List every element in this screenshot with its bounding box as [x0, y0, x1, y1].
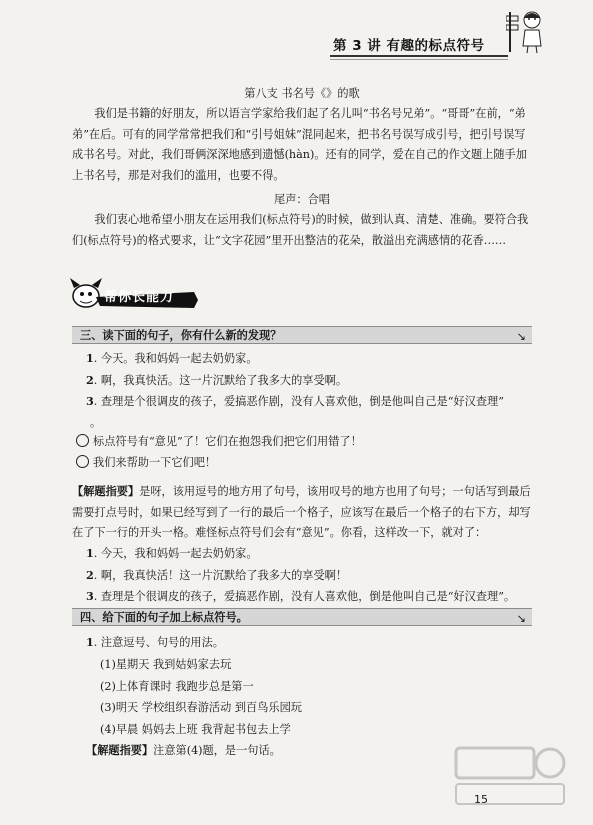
list-item: (4)早晨 妈妈去上班 我背起书包去上学: [100, 722, 291, 736]
part8-paragraph: 我们是书籍的好朋友，所以语言学家给我们起了名儿叫“书名号兄弟”。“哥哥”在前，“弟弟”在后。可有的同学常常把我们和“引号姐妹”混同起来，把书名号误写成引号，把引号误写成书名号。对此，我们哥俩深深地感到遗憾(hàn)。还有的同学，爱在自己的作文题上随手加上书名号，那是对我们的滥用，也要不得。: [72, 107, 527, 182]
list-item: (2)上体育课时 我跑步总是第一: [100, 679, 254, 693]
part8-title: 第八支 书名号《》的歌: [244, 87, 360, 100]
section3-corrected: [86, 543, 532, 608]
header-rule: [330, 55, 508, 57]
part8-body: [72, 104, 532, 186]
smiley-face-icon: [76, 434, 89, 447]
section4-items: [100, 654, 532, 740]
arrow-down-right-icon: ↘: [516, 612, 526, 625]
speech-bubbles: [76, 432, 532, 473]
list-item: 2. 啊，我真快活。这一片沉默给了我多大的享受啊。: [86, 372, 348, 387]
section4-title: 四、给下面的句子加上标点符号。: [80, 611, 248, 624]
section3-tip: [72, 481, 532, 544]
list-item: 2. 啊，我真快活！这一片沉默给了我多大的享受啊！: [86, 567, 348, 582]
signpost-mascot-icon: [506, 8, 546, 54]
list-item: 3. 查理是个很调皮的孩子，爱搞恶作剧，没有人喜欢他，倒是他叫自己是“好汉查理”。: [86, 589, 516, 603]
list-item: 1. 今天，我和妈妈一起去奶奶家。: [86, 546, 258, 560]
arrow-down-right-icon: ↘: [516, 330, 526, 343]
help-banner-label: 帮你长能力: [104, 290, 175, 305]
section3-title-bar: [72, 326, 532, 344]
header-rule-thin: [330, 59, 508, 60]
tip-paragraph: 【解题指要】注意第(4)题，是一句话。: [86, 743, 281, 757]
smiley-face-icon: [76, 455, 89, 468]
list-item: (1)星期天 我到姑妈家去玩: [100, 658, 232, 671]
list-item: 3. 查理是个很调皮的孩子，爱搞恶作剧，没有人喜欢他，倒是他叫自己是“好汉查理”: [86, 394, 504, 408]
section4-intro: [86, 632, 532, 654]
tip-paragraph: 【解题指要】是呀，该用逗号的地方用了句号，该用叹号的地方也用了句号；一句话写到最后需要打点号时，如果已经写到了一行的最后一个格子，应该写在最后一个格子的右下方，却写在了下一行的开头一格。难怪标点符号们会有“意见”。你看，这样改一下，就对了：: [72, 484, 531, 539]
list-item: 。: [90, 415, 102, 429]
page-number: 15: [474, 793, 488, 806]
section4-title-bar: [72, 608, 532, 626]
section3-title: 三、读下面的句子，你有什么新的发现？: [80, 329, 282, 342]
speech-line: 标点符号有“意见”了！它们在抱怨我们把它们用错了！: [76, 432, 532, 453]
coda-title: 尾声：合唱: [274, 193, 330, 206]
speech-line: 我们来帮助一下它们吧！: [76, 453, 532, 474]
list-item: 1. 注意逗号、句号的用法。: [86, 635, 224, 649]
chapter-title: 第 3 讲 有趣的标点符号: [333, 38, 485, 54]
list-item: (3)明天 学校组织春游活动 到百鸟乐园玩: [100, 701, 302, 714]
list-item: 1. 今天。我和妈妈一起去奶奶家。: [86, 351, 258, 365]
coda-paragraph: 我们衷心地希望小朋友在运用我们(标点符号)的时候，做到认真、清楚、准确。要符合我们(标点符号)的格式要求，让“文字花园”里开出整洁的花朵，散溢出充满感情的花香……: [72, 213, 529, 247]
section3-items: [86, 348, 532, 433]
coda-body: [72, 210, 532, 251]
watermark-logo-icon: [450, 740, 570, 810]
